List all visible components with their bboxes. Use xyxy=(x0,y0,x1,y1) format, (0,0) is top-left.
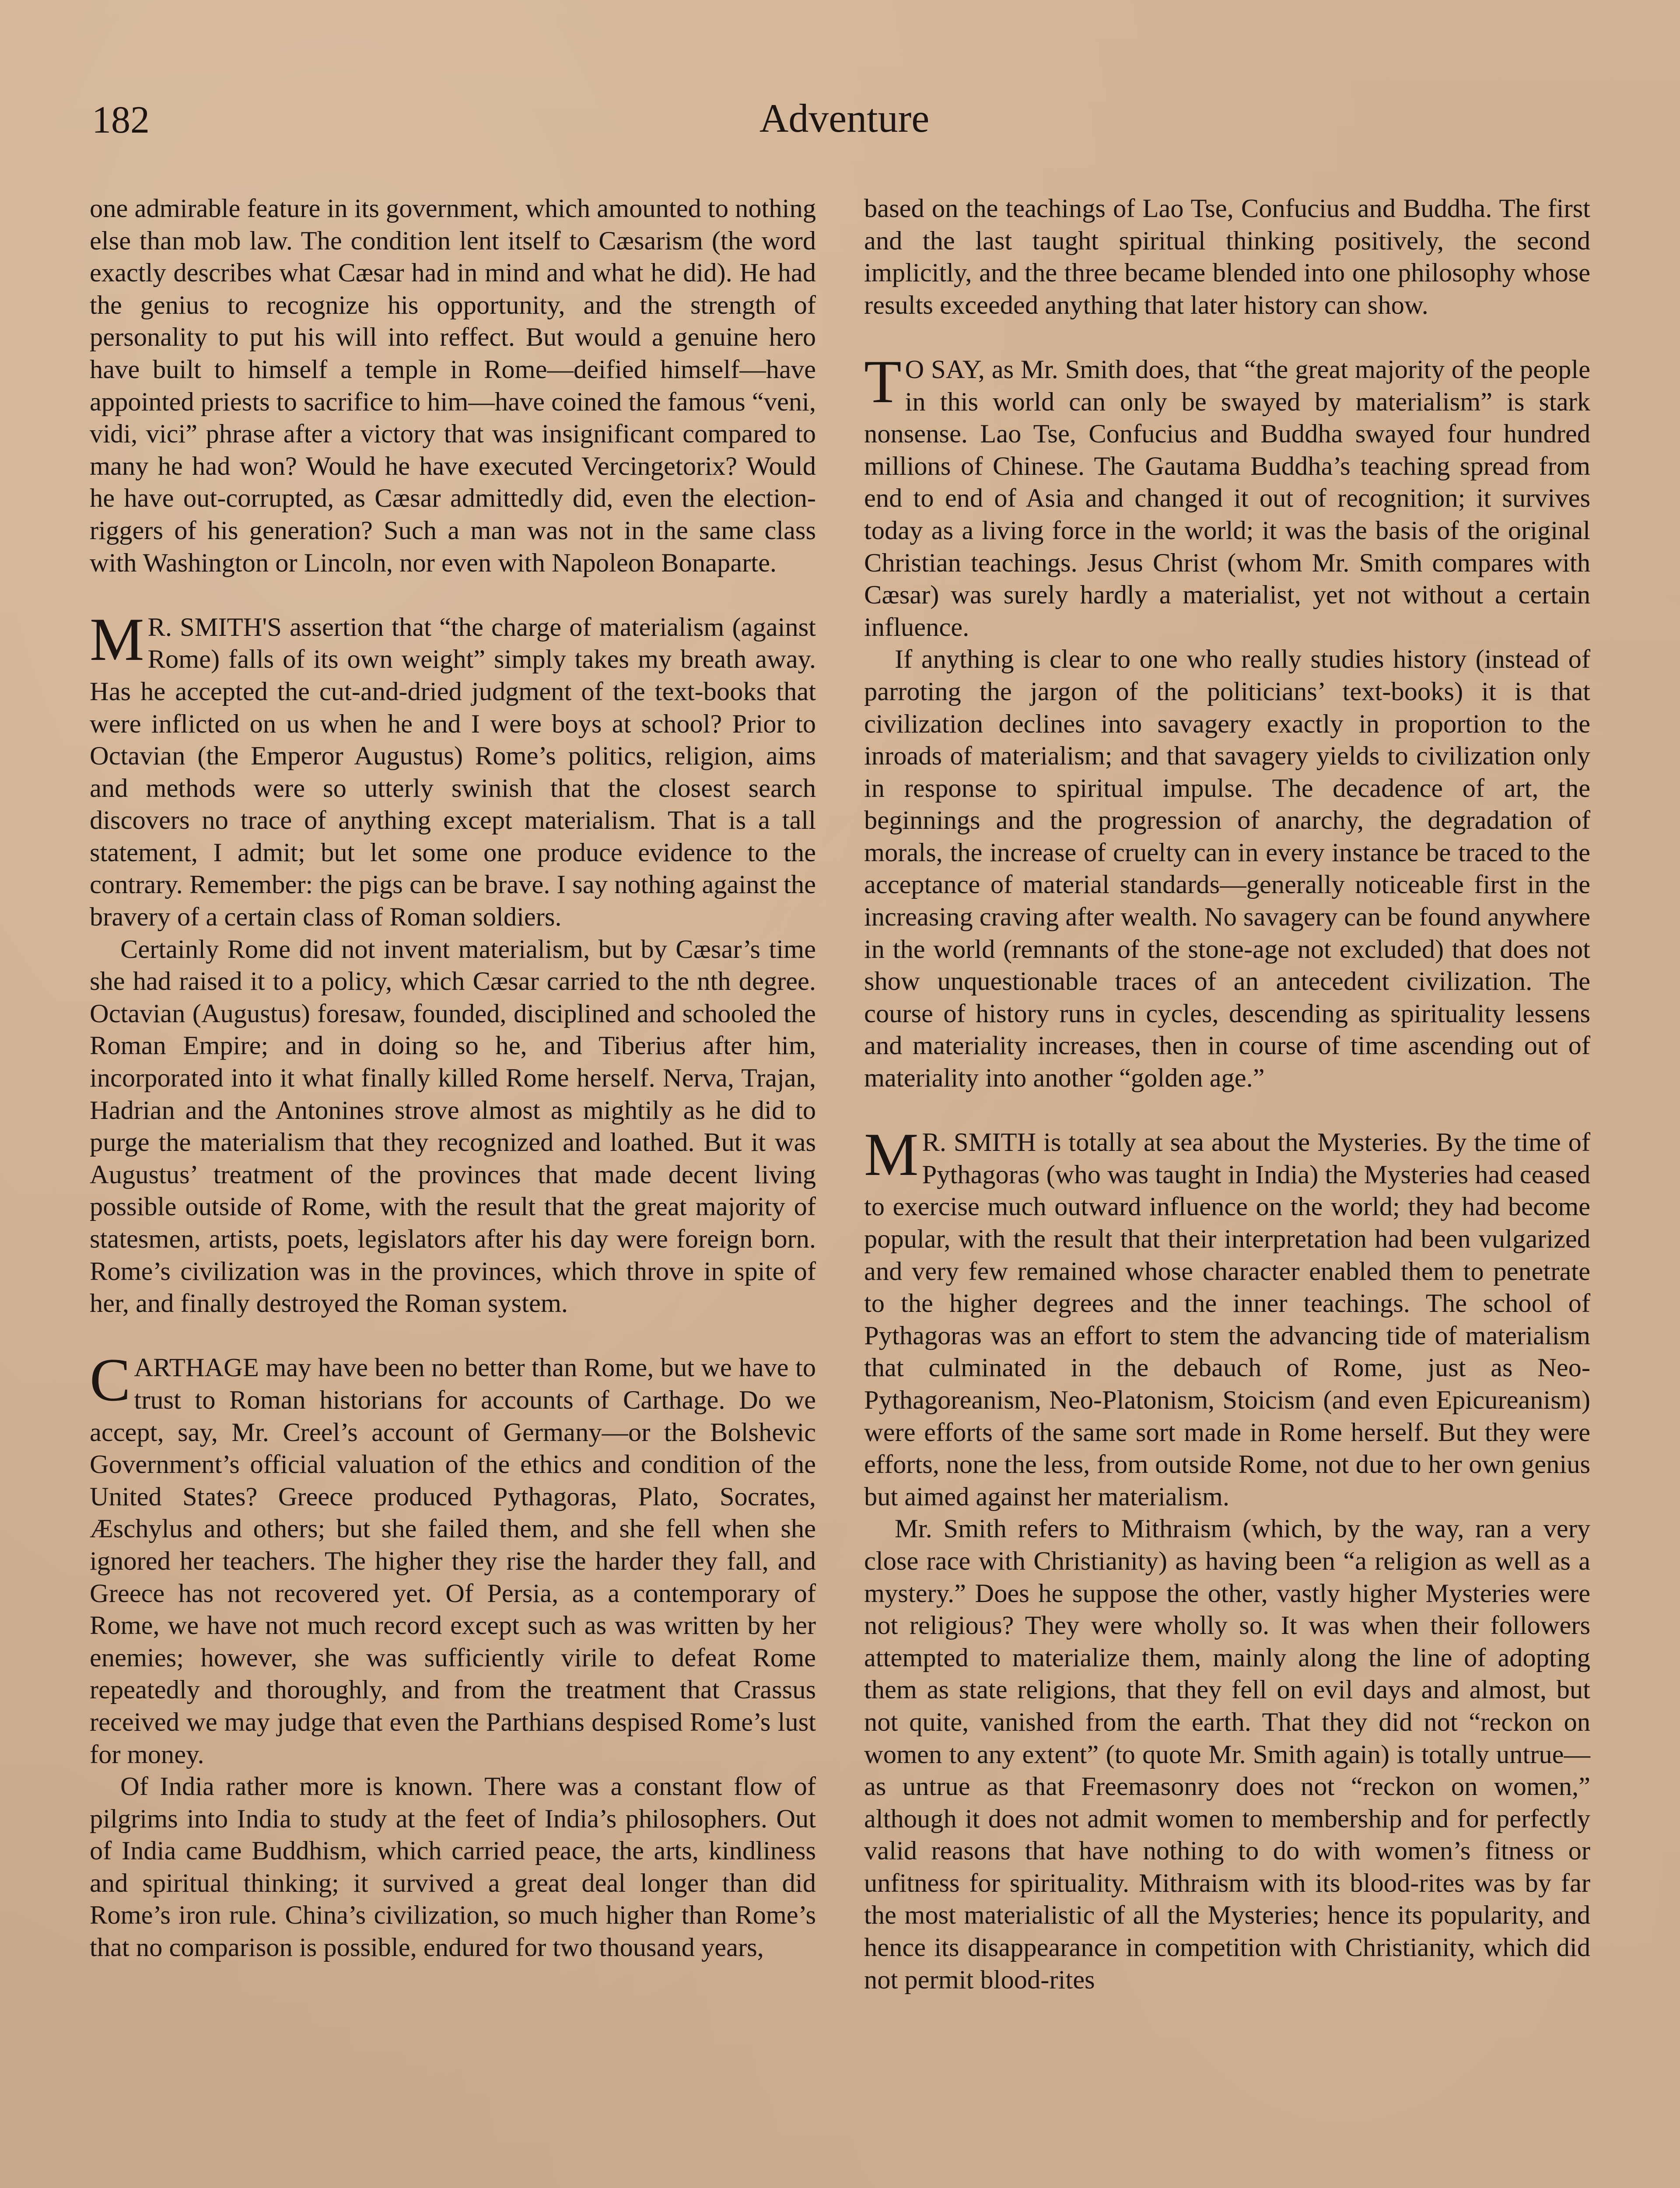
paragraph: one admirable feature in its government, which amounted to nothing else than mob law. The condition lent itself to Cæsarism (the word exactly describes what Cæsar had in mind and what he did). He had the genius to recognize his opportunity, and the strength of personality to put his will into reffect. But would a genuine hero have built to himself a temple in Rome—deified himself—have appointed priests to sacrifice to him—have coined the famous “veni, vidi, vici” phrase after a victory that was insignificant compared to many he had won? Would he have executed Vercingetorix? Would he have out-corrupted, as Cæsar admittedly did, even the election-riggers of his generation? Such a man was not in the same class with Washington or Lincoln, nor even with Napoleon Bonaparte. xyxy=(90,194,816,578)
left-column xyxy=(90,193,816,1964)
paragraph: Certainly Rome did not invent materialism, but by Cæsar’s time she had raised it to a policy, which Cæsar carried to the nth degree. Octavian (Augustus) foresaw, founded, disciplined and schooled the Roman Empire; and in doing so he, and Tiberius after him, incorporated into it what finally killed Rome herself. Nerva, Trajan, Hadrian and the Antonines strove almost as mightily as he did to purge the materialism that they recognized and loathed. But it was Augustus’ treatment of the provinces that made decent living possible outside of Rome, with the result that the great majority of statesmen, artists, poets, legislators after his day were foreign born. Rome’s civilization was in the provinces, which throve in spite of her, and finally destroyed the Roman system. xyxy=(90,934,816,1318)
paragraph: Of India rather more is known. There was a constant flow of pilgrims into India to study at the feet of India’s philosophers. Out of India came Buddhism, which carried peace, the arts, kindliness and spiritual thinking; it survived a great deal longer than did Rome’s iron rule. China’s civilization, so much higher than Rome’s that no comparison is possible, endured for two thousand years, xyxy=(90,1772,816,1963)
page-header xyxy=(92,88,1597,153)
paragraph: based on the teachings of Lao Tse, Confucius and Buddha. The first and the last taught spiritual thinking positively, the second implicitly, and the three became blended into one philosophy whose results exceeded anything that later history can show. xyxy=(864,194,1590,320)
section-paragraph: TO SAY, as Mr. Smith does, that “the great majority of the people in this world can only be swayed by materialism” is stark nonsense. Lao Tse, Confucius and Buddha swayed four hundred millions of Chinese. The Gautama Buddha’s teaching spread from end to end of Asia and changed it out of recognition; it survives today as a living force in the world; it was the basis of the original Christian teachings. Jesus Christ (whom Mr. Smith compares with Cæsar) was surely hardly a materialist, yet not without a certain influence. xyxy=(864,347,1590,642)
section-paragraph: MR. SMITH'S assertion that “the charge of materialism (against Rome) falls of its own weight” simply takes my breath away. Has he accepted the cut-and-dried judgment of the text-books that were inflicted on us when he and I were boys at school? Prior to Octavian (the Emperor Augustus) Rome’s politics, religion, aims and methods were so utterly swinish that the closest search discovers no trace of anything except materialism. That is a tall statement, I admit; but let some one produce evidence to the contrary. Remember: the pigs can be brave. I say nothing against the bravery of a certain class of Roman soldiers. xyxy=(90,605,816,932)
section-paragraph: CARTHAGE may have been no better than Rome, but we have to trust to Roman historians for accounts of Carthage. Do we accept, say, Mr. Creel’s account of Germany—or the Bolshevic Government’s official valuation of the ethics and condition of the United States? Greece produced Pythagoras, Plato, Socrates, Æschylus and others; but she failed them, and she fell when she ignored her teachers. The higher they rise the harder they fall, and Greece has not recovered yet. Of Persia, as a contemporary of Rome, we have not much record except such as was written by her enemies; however, she was sufficiently virile to defeat Rome repeatedly and thoroughly, and from the treatment that Crassus received we may judge that even the Parthians despised Rome’s lust for money. xyxy=(90,1346,816,1769)
magazine-title: Adventure xyxy=(759,96,930,140)
section-paragraph: MR. SMITH is totally at sea about the Mysteries. By the time of Pythagoras (who was taught in India) the Mysteries had ceased to exercise much outward influence on the world; they had become popular, with the result that their interpretation had been vulgarized and very few remained whose character enabled them to penetrate to the higher degrees and the inner teachings. The school of Pythagoras was an effort to stem the advancing tide of materialism that culminated in the debauch of Rome, just as Neo-Pythagoreanism, Neo-Platonism, Stoicism (and even Epicureanism) were efforts of the same sort made in Rome herself. But they were efforts, none the less, from outside Rome, not due to her own genius but aimed against her materialism. xyxy=(864,1121,1590,1511)
right-column xyxy=(864,193,1590,1996)
paragraph: If anything is clear to one who really studies history (instead of parroting the jargon of the politicians’ text-books) it is that civilization declines into savagery exactly in proportion to the inroads of materialism; and that savagery yields to civilization only in response to spiritual impulse. The decadence of art, the beginnings and the progression of anarchy, the degradation of morals, the increase of cruelty can in every instance be traced to the acceptance of material standards—generally noticeable first in the increasing craving after wealth. No savagery can be found anywhere in the world (remnants of the stone-age not excluded) that does not show unquestionable traces of an antecedent civilization. The course of history runs in cycles, descending as spirituality lessens and materiality increases, then in course of time ascending out of materiality into another “golden age.” xyxy=(864,645,1590,1093)
page-number: 182 xyxy=(92,99,150,141)
paragraph: Mr. Smith refers to Mithraism (which, by the way, ran a very close race with Christianity) as having been “a religion as well as a mystery.” Does he suppose the other, vastly higher Mysteries were not religious? They were wholly so. It was when their followers attempted to materialize them, mainly along the line of adopting them as state religions, that they fell on evil days and almost, but not quite, vanished from the earth. That they did not “reckon on women to any extent” (to quote Mr. Smith again) is totally untrue—as untrue as that Freemasonry does not “reckon on women,” although it does not admit women to membership and for perfectly valid reasons that have nothing to do with women’s fitness or unfitness for spirituality. Mithraism with its blood-rites was by far the most materialistic of all the Mysteries; hence its popularity, and hence its disappearance in competition with Christianity, which did not permit blood-rites xyxy=(864,1514,1590,1995)
